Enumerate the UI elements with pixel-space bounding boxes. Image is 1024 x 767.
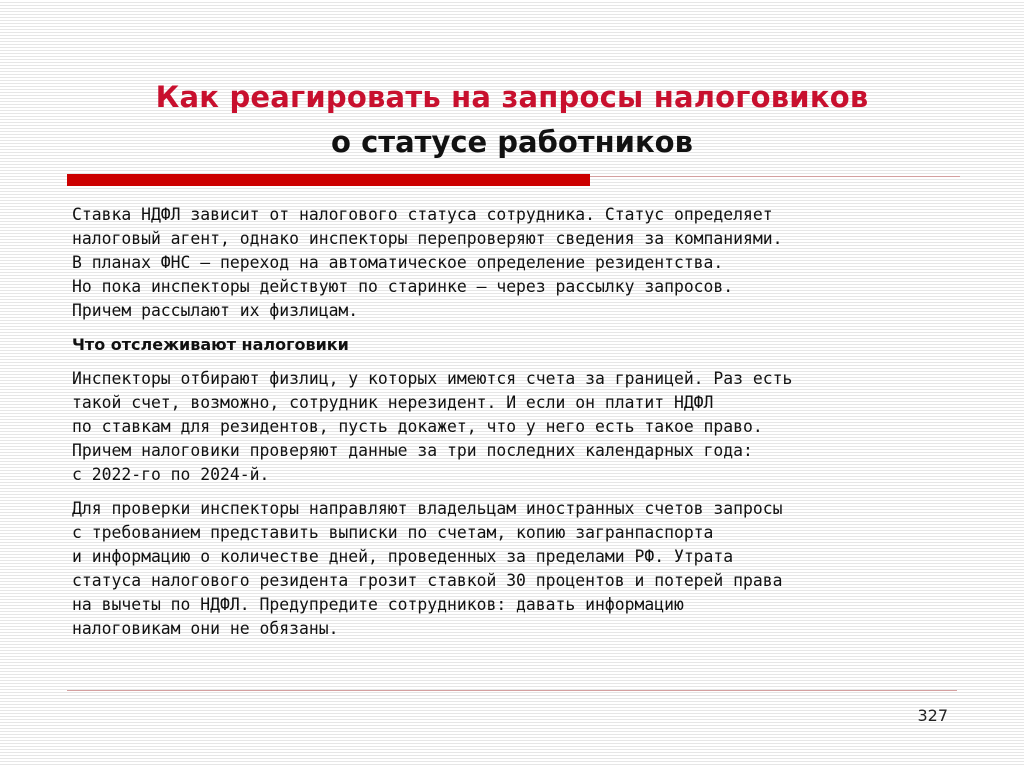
paragraph-line: такой счет, возможно, сотрудник нерезидент. И если он платит НДФЛ	[72, 393, 714, 412]
paragraph-line: Причем налоговики проверяют данные за три последних календарных года:	[72, 441, 753, 460]
paragraph-line: с требованием представить выписки по счетам, копию загранпаспорта	[72, 523, 714, 542]
paragraph-line: В планах ФНС — переход на автоматическое определение резидентства.	[72, 253, 724, 272]
paragraph-ndfl-status	[72, 203, 952, 323]
slide-title-line-1: Как реагировать на запросы налоговиков	[155, 80, 869, 114]
footer-thin-rule	[67, 690, 957, 691]
paragraph-line: налоговикам они не обязаны.	[72, 619, 339, 638]
paragraph-line: Инспекторы отбирают физлиц, у которых имеются счета за границей. Раз есть	[72, 369, 793, 388]
page-number: 327	[917, 706, 948, 725]
paragraph-line: статуса налогового резидента грозит ставкой 30 процентов и потерей права	[72, 571, 783, 590]
paragraph-line: Но пока инспекторы действуют по старинке — через рассылку запросов.	[72, 277, 734, 296]
paragraph-line: по ставкам для резидентов, пусть докажет, что у него есть такое право.	[72, 417, 763, 436]
slide-content	[72, 203, 952, 651]
paragraph-line: с 2022-го по 2024-й.	[72, 465, 270, 484]
slide-title-line-2: о статусе работников	[331, 125, 693, 159]
paragraph-inspection-requests	[72, 497, 952, 641]
paragraph-line: Для проверки инспекторы направляют владельцам иностранных счетов запросы	[72, 499, 783, 518]
paragraph-line: налоговый агент, однако инспекторы перепроверяют сведения за компаниями.	[72, 229, 783, 248]
paragraph-line: и информацию о количестве дней, проведенных за пределами РФ. Утрата	[72, 547, 734, 566]
title-thin-rule	[590, 176, 960, 177]
paragraph-foreign-accounts	[72, 367, 952, 487]
paragraph-line: на вычеты по НДФЛ. Предупредите сотрудников: давать информацию	[72, 595, 684, 614]
paragraph-line: Причем рассылают их физлицам.	[72, 301, 359, 320]
title-red-rule	[67, 174, 590, 186]
section-subheading: Что отслеживают налоговики	[72, 335, 349, 354]
paragraph-line: Ставка НДФЛ зависит от налогового статуса сотрудника. Статус определяет	[72, 205, 773, 224]
